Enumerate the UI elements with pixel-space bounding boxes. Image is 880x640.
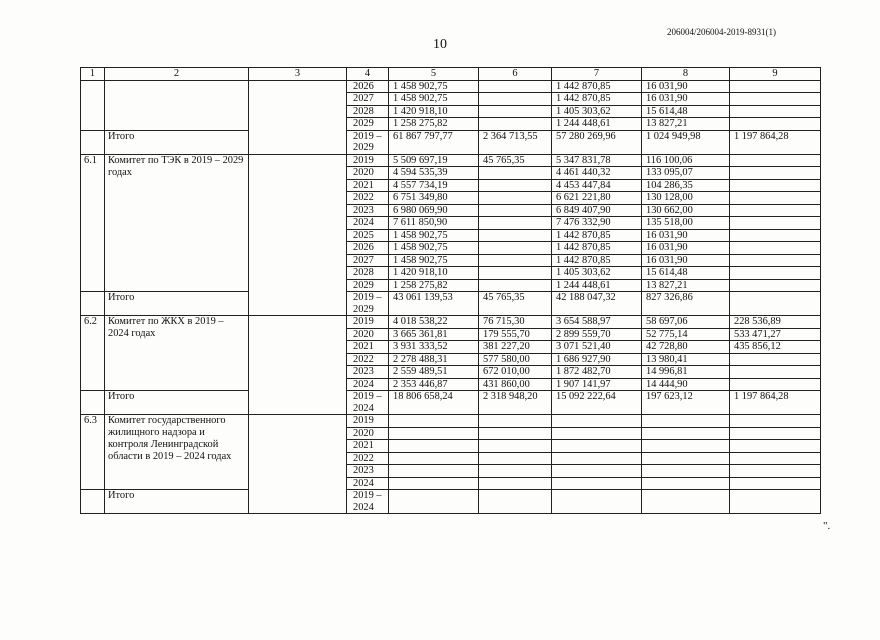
value-cell [479,452,552,465]
value-cell: 1 442 870,85 [552,242,642,255]
value-cell: 179 555,70 [479,328,552,341]
total-value-cell: 2 318 948,20 [479,391,552,415]
total-row [81,391,821,415]
year-cell: 2021 [347,179,389,192]
total-period-cell [347,490,389,514]
value-cell: 1 405 303,62 [552,105,642,118]
year-cell: 2028 [347,105,389,118]
total-value-cell: 1 197 864,28 [730,391,821,415]
value-cell: 16 031,90 [642,254,730,267]
value-cell: 1 420 918,10 [389,267,479,280]
total-value-cell: 43 061 139,53 [389,292,479,316]
value-cell [389,415,479,428]
total-value-cell: 1 197 864,28 [730,130,821,154]
value-cell [389,452,479,465]
value-cell [479,254,552,267]
year-cell: 2022 [347,192,389,205]
year-cell: 2020 [347,167,389,180]
value-cell: 5 347 831,78 [552,154,642,167]
value-cell [552,440,642,453]
value-cell [479,415,552,428]
total-period-cell [347,292,389,316]
total-blank-cell [81,391,105,415]
row-number: 6.3 [81,415,105,490]
value-cell [552,415,642,428]
year-cell: 2019 [347,415,389,428]
committee-name: Комитет государственного жилищного надзора и контроля Ленинградской области в 2019 – 2024 годах [105,415,249,490]
year-cell: 2021 [347,440,389,453]
value-cell: 6 849 407,90 [552,204,642,217]
value-cell [730,477,821,490]
total-value-cell: 197 623,12 [642,391,730,415]
page-number: 10 [433,37,447,52]
value-cell [479,427,552,440]
row-number: 6.1 [81,154,105,292]
value-cell [730,118,821,131]
value-cell: 3 931 333,52 [389,341,479,354]
value-cell [479,80,552,93]
total-value-cell [479,490,552,514]
value-cell [730,154,821,167]
value-cell [642,415,730,428]
value-cell: 1 872 482,70 [552,366,642,379]
value-cell: 3 665 361,81 [389,328,479,341]
col3-cell [249,80,347,154]
value-cell [389,465,479,478]
value-cell: 533 471,27 [730,328,821,341]
value-cell [730,167,821,180]
total-value-cell: 18 806 658,24 [389,391,479,415]
total-value-cell: 57 280 269,96 [552,130,642,154]
year-cell: 2028 [347,267,389,280]
table-row [81,316,821,329]
value-cell [552,452,642,465]
value-cell: 1 420 918,10 [389,105,479,118]
col3-cell [249,316,347,415]
committee-name [105,80,249,130]
value-cell: 4 018 538,22 [389,316,479,329]
year-cell: 2023 [347,366,389,379]
col-header: 5 [389,68,479,81]
table-body [81,68,821,514]
value-cell: 1 442 870,85 [552,229,642,242]
row-number [81,80,105,130]
value-cell [479,242,552,255]
table-row [81,154,821,167]
value-cell [730,452,821,465]
value-cell: 672 010,00 [479,366,552,379]
value-cell [389,427,479,440]
value-cell [479,279,552,292]
value-cell: 15 614,48 [642,105,730,118]
value-cell: 1 258 275,82 [389,279,479,292]
value-cell: 1 442 870,85 [552,93,642,106]
total-blank-cell [81,292,105,316]
col-header: 3 [249,68,347,81]
period-start: 2019 – [353,391,382,402]
total-value-cell [730,292,821,316]
committee-name: Комитет по ТЭК в 2019 – 2029 годах [105,154,249,292]
value-cell [479,167,552,180]
year-cell: 2026 [347,80,389,93]
value-cell [479,267,552,280]
value-cell [730,93,821,106]
year-cell: 2026 [347,242,389,255]
value-cell: 1 458 902,75 [389,229,479,242]
total-label: Итого [105,391,249,415]
value-cell: 7 611 850,90 [389,217,479,230]
value-cell [552,477,642,490]
total-value-cell: 45 765,35 [479,292,552,316]
year-cell: 2025 [347,229,389,242]
year-cell: 2020 [347,328,389,341]
value-cell: 16 031,90 [642,93,730,106]
total-value-cell: 61 867 797,77 [389,130,479,154]
value-cell [479,465,552,478]
budget-table [80,67,821,514]
value-cell [730,254,821,267]
col-header: 6 [479,68,552,81]
value-cell: 14 444,90 [642,378,730,391]
table-row [81,415,821,428]
value-cell: 52 775,14 [642,328,730,341]
total-value-cell: 827 326,86 [642,292,730,316]
value-cell [730,378,821,391]
value-cell [730,440,821,453]
value-cell: 13 980,41 [642,353,730,366]
value-cell: 130 128,00 [642,192,730,205]
period-start: 2019 – [353,130,382,142]
total-value-cell: 42 188 047,32 [552,292,642,316]
value-cell: 15 614,48 [642,267,730,280]
value-cell: 1 458 902,75 [389,80,479,93]
value-cell: 58 697,06 [642,316,730,329]
value-cell: 2 559 489,51 [389,366,479,379]
header-row [81,68,821,81]
value-cell: 1 458 902,75 [389,254,479,267]
value-cell [479,229,552,242]
value-cell: 1 244 448,61 [552,279,642,292]
value-cell: 6 751 349,80 [389,192,479,205]
value-cell: 5 509 697,19 [389,154,479,167]
value-cell: 431 860,00 [479,378,552,391]
total-value-cell [730,490,821,514]
value-cell [479,192,552,205]
table-row [81,80,821,93]
total-value-cell: 1 024 949,98 [642,130,730,154]
value-cell [730,80,821,93]
year-cell: 2019 [347,316,389,329]
value-cell: 13 827,21 [642,279,730,292]
value-cell: 577 580,00 [479,353,552,366]
year-cell: 2029 [347,279,389,292]
year-cell: 2027 [347,254,389,267]
year-cell: 2022 [347,452,389,465]
value-cell: 1 907 141,97 [552,378,642,391]
total-label: Итого [105,292,249,316]
value-cell: 1 442 870,85 [552,80,642,93]
value-cell: 3 654 588,97 [552,316,642,329]
total-period-cell [347,130,389,154]
value-cell: 2 353 446,87 [389,378,479,391]
value-cell: 4 453 447,84 [552,179,642,192]
value-cell: 1 686 927,90 [552,353,642,366]
period-end: 2024 [353,402,374,414]
year-cell: 2027 [347,93,389,106]
total-value-cell: 2 364 713,55 [479,130,552,154]
value-cell: 4 594 535,39 [389,167,479,180]
closing-quote: ". [823,520,831,532]
year-cell: 2024 [347,378,389,391]
value-cell [730,279,821,292]
total-period-cell [347,391,389,415]
total-label: Итого [105,490,249,514]
col-header: 4 [347,68,389,81]
period-start: 2019 – [353,490,382,501]
value-cell: 1 458 902,75 [389,93,479,106]
value-cell: 133 095,07 [642,167,730,180]
value-cell: 4 461 440,32 [552,167,642,180]
value-cell [479,204,552,217]
year-cell: 2019 [347,154,389,167]
total-blank-cell [81,130,105,154]
value-cell: 6 621 221,80 [552,192,642,205]
value-cell [730,105,821,118]
value-cell: 6 980 069,90 [389,204,479,217]
period-end: 2029 [353,142,374,153]
document-id: 206004/206004-2019-8931(1) [667,27,776,37]
year-cell: 2024 [347,477,389,490]
value-cell [642,440,730,453]
value-cell: 1 258 275,82 [389,118,479,131]
total-label: Итого [105,130,249,154]
total-blank-cell [81,490,105,514]
value-cell: 130 662,00 [642,204,730,217]
col-header: 8 [642,68,730,81]
value-cell: 1 405 303,62 [552,267,642,280]
value-cell: 45 765,35 [479,154,552,167]
year-cell: 2021 [347,341,389,354]
value-cell: 381 227,20 [479,341,552,354]
value-cell: 42 728,80 [642,341,730,354]
value-cell: 16 031,90 [642,242,730,255]
value-cell: 116 100,06 [642,154,730,167]
year-cell: 2023 [347,465,389,478]
value-cell: 104 286,35 [642,179,730,192]
value-cell [730,427,821,440]
period-end: 2024 [353,501,374,513]
value-cell: 16 031,90 [642,229,730,242]
col-header: 7 [552,68,642,81]
value-cell: 13 827,21 [642,118,730,131]
value-cell [730,192,821,205]
value-cell [730,465,821,478]
value-cell: 435 856,12 [730,341,821,354]
col-header: 2 [105,68,249,81]
year-cell: 2022 [347,353,389,366]
value-cell [389,440,479,453]
row-number: 6.2 [81,316,105,391]
value-cell: 228 536,89 [730,316,821,329]
value-cell: 3 071 521,40 [552,341,642,354]
value-cell [389,477,479,490]
year-cell: 2029 [347,118,389,131]
period-start: 2019 – [353,292,382,303]
value-cell: 16 031,90 [642,80,730,93]
col-header: 1 [81,68,105,81]
value-cell [642,427,730,440]
col3-cell [249,415,347,514]
value-cell [642,452,730,465]
value-cell [642,477,730,490]
total-value-cell [552,490,642,514]
value-cell [552,465,642,478]
value-cell [479,118,552,131]
value-cell [730,415,821,428]
value-cell [730,217,821,230]
total-value-cell [389,490,479,514]
total-value-cell [642,490,730,514]
value-cell [730,353,821,366]
year-cell: 2023 [347,204,389,217]
value-cell: 1 442 870,85 [552,254,642,267]
value-cell: 4 557 734,19 [389,179,479,192]
value-cell [479,440,552,453]
value-cell [479,217,552,230]
committee-name: Комитет по ЖКХ в 2019 – 2024 годах [105,316,249,391]
year-cell: 2024 [347,217,389,230]
value-cell [730,366,821,379]
year-cell: 2020 [347,427,389,440]
total-row [81,490,821,514]
value-cell [479,179,552,192]
value-cell [552,427,642,440]
value-cell: 7 476 332,90 [552,217,642,230]
value-cell: 76 715,30 [479,316,552,329]
col-header: 9 [730,68,821,81]
value-cell [479,477,552,490]
value-cell: 14 996,81 [642,366,730,379]
value-cell [642,465,730,478]
value-cell: 2 278 488,31 [389,353,479,366]
value-cell: 135 518,00 [642,217,730,230]
value-cell: 1 458 902,75 [389,242,479,255]
total-row [81,292,821,316]
value-cell [479,93,552,106]
value-cell [730,229,821,242]
value-cell [730,242,821,255]
value-cell [730,267,821,280]
col3-cell [249,154,347,316]
value-cell [479,105,552,118]
value-cell: 1 244 448,61 [552,118,642,131]
value-cell [730,179,821,192]
period-end: 2029 [353,303,374,315]
value-cell [730,204,821,217]
value-cell: 2 899 559,70 [552,328,642,341]
total-row [81,130,821,154]
total-value-cell: 15 092 222,64 [552,391,642,415]
